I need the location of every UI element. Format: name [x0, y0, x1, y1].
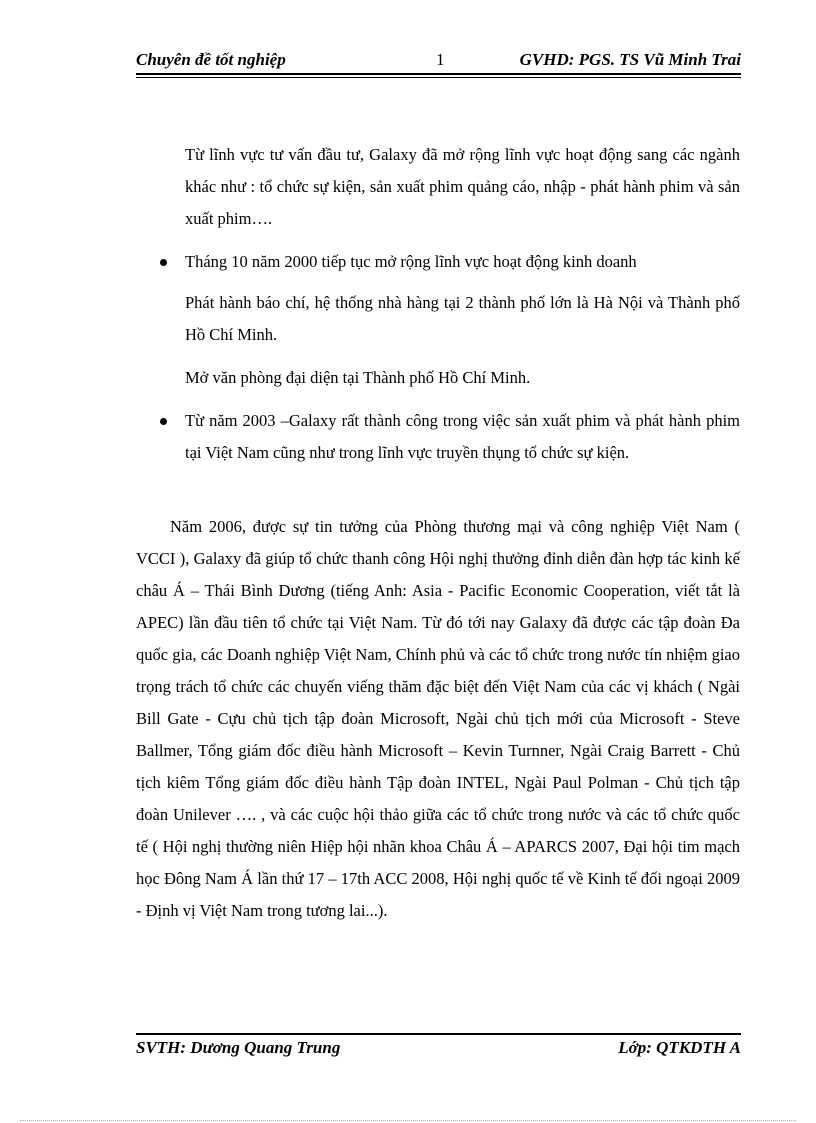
bullet-item-1-detail-1: Phát hành báo chí, hệ thống nhà hàng tại 2 thành phố lớn là Hà Nội và Thành phố Hồ Chí Minh.	[185, 293, 740, 344]
bullet-item-1: Tháng 10 năm 2000 tiếp tục mở rộng lĩnh vực hoạt động kinh doanh	[185, 252, 637, 271]
page-header	[136, 46, 741, 74]
main-paragraph: Năm 2006, được sự tin tưởng của Phòng thương mại và công nghiệp Việt Nam ( VCCI ), Galaxy đã giúp tổ chức thanh công Hội nghị thưởng đỉnh diễn đàn hợp tác kinh kế châu Á – Thái Bình Dương (tiếng Anh: Asia - Pacific Economic Cooperation, viết tắt là APEC) lần đầu tiên tổ chức tại Việt Nam. Từ đó tới nay Galaxy đã được các tập đoàn Đa quốc gia, các Doanh nghiệp Việt Nam, Chính phủ và các tổ chức trong nước tín nhiệm giao trọng trách tổ chức các chuyến viếng thăm đặc biệt đến Việt Nam của các vị khách ( Ngài Bill Gate - Cựu chủ tịch tập đoàn Microsoft, Ngài chủ tịch mới của Microsoft - Steve Ballmer, Tổng giám đốc điều hành Microsoft – Kevin Turnner, Ngài Craig Barrett - Chủ tịch kiêm Tổng giám đốc điều hành Tập đoàn INTEL, Ngài Paul Polman - Chủ tịch tập đoàn Unilever …. , và các cuộc hội thảo giữa các tổ chức trong nước và các tổ chức quốc tế ( Hội nghị thường niên Hiệp hội nhãn khoa Châu Á – APARCS 2007, Đại hội tim mạch học Đông Nam Á lần thứ 17 – 17th ACC 2008, Hội nghị quốc tế về Kinh tế đối ngoại 2009 - Định vị Việt Nam trong tương lai...).	[136, 517, 740, 920]
bullet-item-1-detail-2: Mở văn phòng đại diện tại Thành phố Hồ Chí Minh.	[185, 368, 531, 387]
intro-paragraph: Từ lĩnh vực tư vấn đầu tư, Galaxy đã mở rộng lĩnh vực hoạt động sang các ngành khác như : tổ chức sự kiện, sản xuất phim quảng cáo, nhập - phát hành phim và sản xuất phim….	[185, 145, 740, 228]
student-label: SVTH: Dương Quang Trung	[136, 1038, 341, 1057]
page-bottom-edge	[20, 1120, 796, 1121]
bullet-marker-1	[160, 259, 167, 266]
header-divider-thick	[136, 73, 741, 75]
footer-divider	[136, 1033, 741, 1035]
bullet-marker-2	[160, 418, 167, 425]
class-label: Lớp: QTKDTH A	[618, 1038, 741, 1057]
supervisor-label: GVHD: PGS. TS Vũ Minh Trai	[519, 50, 741, 69]
header-divider-thin	[136, 77, 741, 78]
page-number: 1	[436, 50, 445, 69]
bullet-item-2: Từ năm 2003 –Galaxy rất thành công trong việc sản xuất phim và phát hành phim tại Việt Nam cũng như trong lĩnh vực truyền thụng tổ chức sự kiện.	[185, 411, 740, 462]
document-title: Chuyên đề tốt nghiệp	[136, 50, 286, 69]
